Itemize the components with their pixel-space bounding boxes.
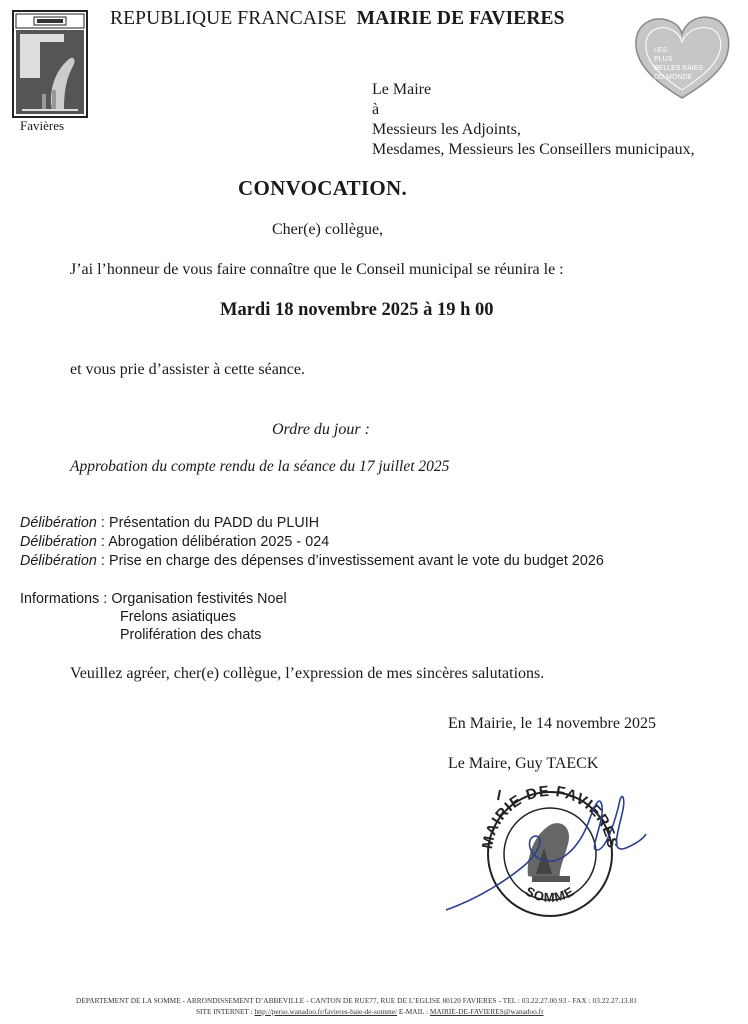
badge-line-2: PLUS [654,56,673,63]
footer-contact [196,1007,544,1016]
signer-name: Le Maire, Guy TAECK [448,755,599,772]
email-label: E-MAIL : [397,1007,430,1016]
information-text: Prolifération des chats [120,627,262,643]
official-seal-icon [440,778,650,918]
footer-address: DEPARTEMENT DE LA SOMME - ARRONDISSEMENT D’ABBEVILLE - CANTON DE RUE77, RUE DE L’EGLISE 80120 FAVIERES - TEL : 03.22.27.00.93 - FAX : 03.22.27.13.81 [76,996,637,1005]
recipient-line: à [372,101,380,118]
approval-item: Approbation du compte rendu de la séance du 17 juillet 2025 [70,458,450,475]
email-link[interactable]: MAIRIE-DE-FAVIERES@wanadoo.fr [429,1007,544,1016]
item-separator: : [96,553,109,569]
site-link[interactable]: http://perso.wanadoo.fr/favieres-baie-de-somme/ [254,1007,398,1016]
information-text: Organisation festivités Noel [111,591,287,607]
logo-caption: Favières [20,118,65,133]
meeting-date: Mardi 18 novembre 2025 à 19 h 00 [220,300,494,320]
recipient-line: Messieurs les Adjoints, [372,121,521,138]
intro-paragraph: J’ai l’honneur de vous faire connaître que le Conseil municipal se réunira le : [70,261,564,278]
recipient-line: Le Maire [372,81,432,98]
recipients-block [372,80,695,160]
signature-stroke [498,790,500,800]
information-text: Frelons asiatiques [120,609,237,625]
place-and-date: En Mairie, le 14 novembre 2025 [448,715,656,732]
deliberation-label: Délibération [20,553,97,569]
recipient-line: Mesdames, Messieurs les Conseillers municipaux, [372,141,695,158]
letterhead-title [110,8,565,30]
informations-item [20,591,287,607]
item-separator: : [96,534,109,550]
document-title: CONVOCATION. [238,176,408,200]
item-separator: : [99,591,112,607]
item-separator: : [96,515,109,531]
badge-line-1: LES [654,47,668,54]
badge-line-4: DU MONDE [654,74,693,81]
agenda-item [20,553,604,569]
seal-bottom-text: SOMME [522,883,578,905]
agenda-title: Ordre du jour : [272,421,370,438]
deliberation-label: Délibération [20,534,97,550]
agenda-item [20,515,319,531]
seal-emblem [528,823,570,882]
deliberation-text: Abrogation délibération 2025 - 024 [108,534,330,550]
closing-salutation: Veuillez agréer, cher(e) collègue, l’expression de mes sincères salutations. [70,665,545,682]
svg-text:SOMME [523,883,577,904]
village-coat-of-arms-icon [12,10,88,118]
agenda-item [20,534,329,550]
seal-top-text: MAIRIE DE FAVIERES [479,782,621,851]
informations-label: Informations [20,591,100,607]
deliberation-label: Délibération [20,515,97,531]
attendance-request: et vous prie d’assister à cette séance. [70,361,306,378]
greeting: Cher(e) collègue, [272,221,384,238]
site-label: SITE INTERNET : [196,1007,255,1016]
deliberation-text: Prise en charge des dépenses d’investissement avant le vote du budget 2026 [108,553,604,569]
mairie-label: MAIRIE DE FAVIERES [356,8,565,29]
badge-line-3: BELLES BAIES [654,65,704,72]
republic-label: REPUBLIQUE FRANCAISE [110,8,347,29]
deliberation-text: Présentation du PADD du PLUIH [108,515,320,531]
